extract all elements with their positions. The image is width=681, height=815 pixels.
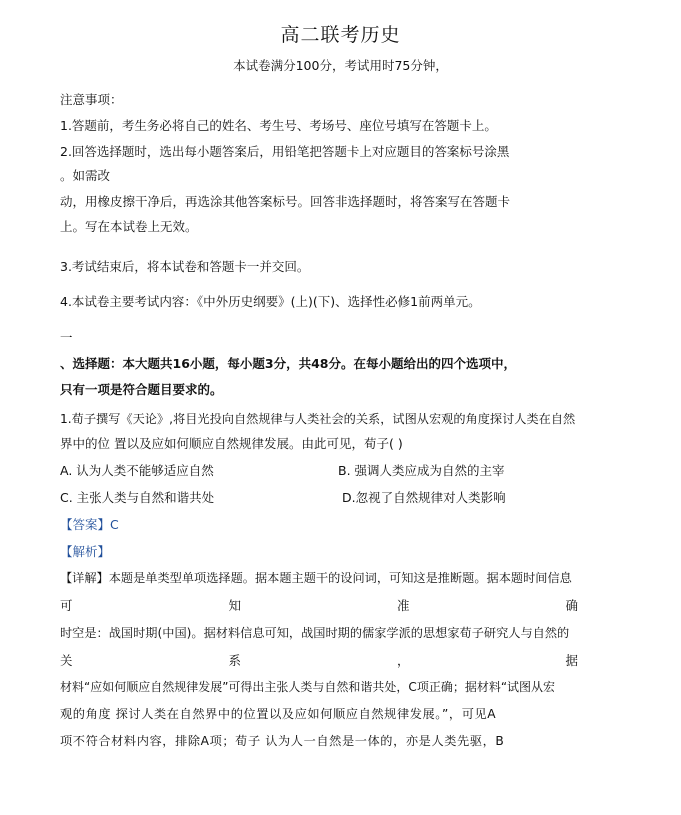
detail-line-4-word: 关 [60, 653, 73, 668]
question-1-stem-line-1: 1.荀子撰写《天论》,将目光投向自然规律与人类社会的关系，试图从宏观的角度探讨人类在自然 [60, 412, 576, 426]
detail-line-5: 材料“应如何顺应自然规律发展”可得出主张人类与自然和谐共处，C项正确；据材料“试图从宏 [60, 680, 556, 694]
detail-line-2-word: 可 [60, 598, 73, 613]
option-d: D.忽视了自然规律对人类影响 [342, 490, 506, 505]
analysis-heading: 【解析】 [60, 544, 111, 559]
exam-info: 本试卷满分100分，考试用时75分钟， [233, 58, 448, 73]
option-c: C. 主张人类与自然和谐共处 [60, 490, 215, 505]
detail-line-4-word: 据 [565, 653, 578, 668]
detail-line-2-word: 准 [396, 598, 410, 613]
answer-label: 【答案】C [60, 517, 119, 532]
notice-heading: 注意事项： [60, 92, 123, 107]
detail-line-2-word: 确 [565, 598, 578, 613]
notice-item-2-line-3: 动，用橡皮擦干净后，再选涂其他答案标号。回答非选择题时，将答案写在答题卡 [60, 194, 511, 209]
detail-line-7: 项不符合材料内容，排除A项；荀子 认为人一自然是一体的，亦是人类先驱，B [60, 734, 505, 748]
section-instructions-line-1: 、选择题：本大题共16小题，每小题3分，共48分。在每小题给出的四个选项中， [60, 356, 516, 371]
detail-line-4-word: 系 [228, 653, 241, 668]
notice-item-2-line-4: 上。写在本试卷上无效。 [60, 219, 198, 234]
option-a: A. 认为人类不能够适应自然 [60, 463, 214, 478]
detail-line-1: 【详解】本题是单类型单项选择题。据本题主题干的设问词，可知这是推断题。据本题时间信息 [60, 571, 572, 585]
section-instructions-line-2: 只有一项是符合题目要求的。 [60, 382, 223, 397]
notice-item-3: 3.考试结束后，将本试卷和答题卡一并交回。 [60, 259, 310, 274]
notice-item-2-line-2: 。如需改 [60, 168, 111, 183]
notice-item-1: 1.答题前，考生务必将自己的姓名、考生号、考场号、座位号填写在答题卡上。 [60, 118, 497, 133]
notice-item-4: 4.本试卷主要考试内容：《中外历史纲要》(上)(下)、选择性必修1前两单元。 [60, 294, 481, 309]
detail-line-4 [60, 651, 578, 669]
question-1-stem-line-2: 界中的位 置以及应如何顺应自然规律发展。由此可见，荀子( ) [60, 436, 403, 451]
notice-item-2-line-1: 2.回答选择题时，选出每小题答案后，用铅笔把答题卡上对应题目的答案标号涂黑 [60, 144, 510, 159]
detail-line-4-word: ， [396, 653, 410, 668]
detail-line-2 [60, 596, 578, 614]
detail-line-6: 观的角度 探讨人类在自然界中的位置以及应如何顺应自然规律发展。”，可见A [60, 707, 497, 721]
detail-line-3: 时空是：战国时期(中国)。据材料信息可知，战国时期的儒家学派的思想家荀子研究人与自然的 [60, 626, 570, 640]
section-dash: 一 [60, 330, 73, 345]
page-title: 高二联考历史 [280, 24, 401, 46]
option-b: B. 强调人类应成为自然的主宰 [338, 463, 505, 478]
detail-line-2-word: 知 [228, 598, 241, 613]
